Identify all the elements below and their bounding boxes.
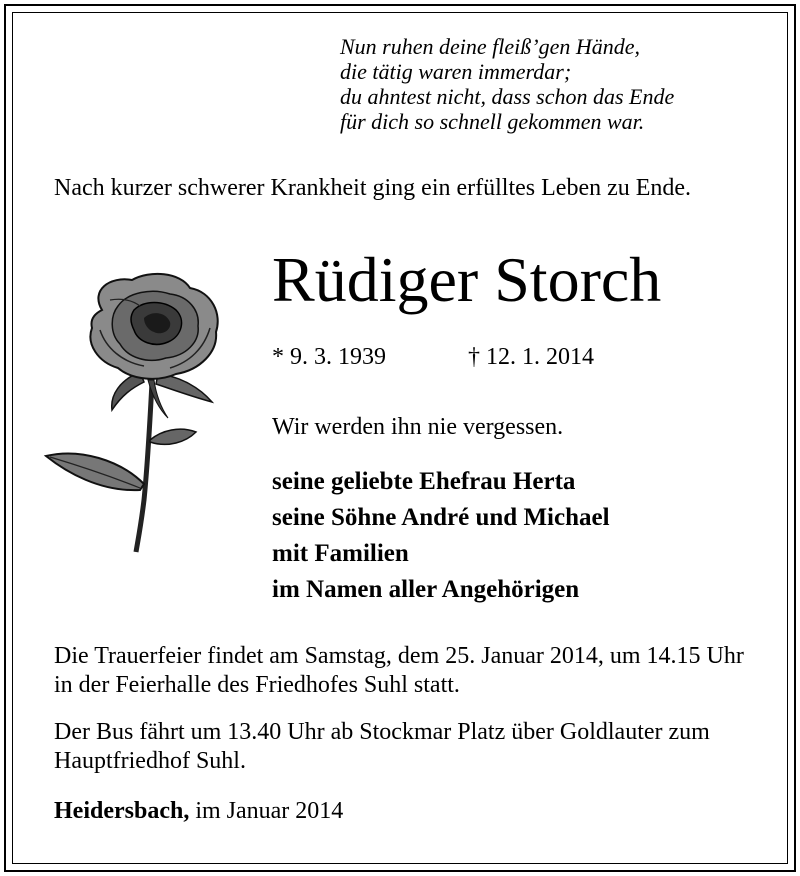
mourner-line: seine geliebte Ehefrau Herta xyxy=(272,468,576,495)
poem xyxy=(340,34,780,134)
signature-line xyxy=(54,796,343,826)
mourners-list xyxy=(272,464,610,608)
life-dates xyxy=(272,342,594,372)
mourner-line: mit Familien xyxy=(272,540,409,567)
birth-date: * 9. 3. 1939 xyxy=(272,344,386,370)
funeral-info: Die Trauerfeier findet am Samstag, dem 25. Januar 2014, um 14.15 Uhr in der Feierhalle des Friedhofes Suhl statt. xyxy=(54,643,744,698)
death-date: † 12. 1. 2014 xyxy=(468,344,594,370)
remember-line: Wir werden ihn nie vergessen. xyxy=(272,414,564,440)
mourner-line: im Namen aller Angehörigen xyxy=(272,576,580,603)
deceased-name: Rüdiger Storch xyxy=(272,244,662,315)
poem-line: du ahntest nicht, dass schon das Ende xyxy=(340,84,675,109)
poem-line: die tätig waren immerdar; xyxy=(340,59,572,84)
signature-date: im Januar 2014 xyxy=(195,798,344,824)
intro-text: Nach kurzer schwerer Krankheit ging ein erfülltes Leben zu Ende. xyxy=(54,175,692,201)
poem-line: Nun ruhen deine fleiß’gen Hände, xyxy=(340,34,640,59)
signature-place: Heidersbach, xyxy=(54,798,190,824)
rose-icon xyxy=(40,270,230,560)
bus-info: Der Bus fährt um 13.40 Uhr ab Stockmar Platz über Goldlauter zum Hauptfriedhof Suhl. xyxy=(54,719,710,774)
mourner-line: seine Söhne André und Michael xyxy=(272,504,610,531)
poem-line: für dich so schnell gekommen war. xyxy=(340,109,645,134)
